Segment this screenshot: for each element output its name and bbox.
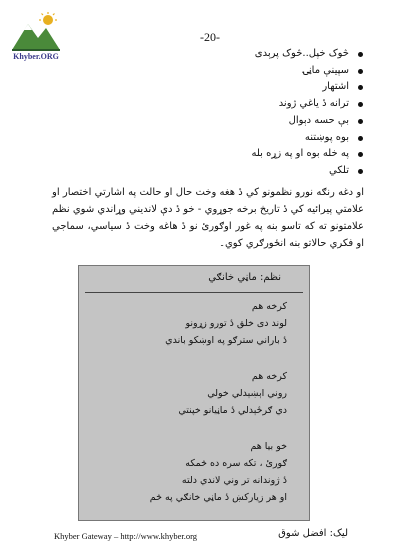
divider: [85, 292, 303, 293]
list-item: تلکي: [135, 163, 365, 180]
stanza-head: کرخه هم: [251, 371, 287, 382]
list-item: بې حسه دېوال: [135, 113, 365, 130]
poem-stanza: [165, 298, 287, 349]
body-paragraph: او دغه رنګه نورو نظمونو کي دٔ هغه وخت حال او حالت په اشارتي اختصار او علامتي پيرائيه کي دٔ تاريخ برخه جوړوي - خو دٔ دې لانديني وړاندي شوي نظم علامتونو ته که تاسو بنه په غور اوګورئ نو دٔ هاغه وخت دٔ سياسي، سماجي او فکري حالاتو بنه انځورګري کوي۔: [52, 187, 364, 249]
poem-line: لوند دی خلق دٔ تورو زړونو: [185, 318, 287, 329]
list-item: ترانه دٔ ياغي ژوند: [135, 96, 365, 113]
poem-line: ګورئ ، تکه سره ده څمکه: [185, 458, 287, 469]
list-item: سپينې ماڼۍ: [135, 63, 365, 80]
list-item: بوه پوښتنه: [135, 130, 365, 147]
list-item: څوک خپل..څوک پرېدی: [135, 46, 365, 63]
footer-link[interactable]: Khyber Gateway – http://www.khyber.org: [54, 531, 198, 541]
poem-title: نظم: ماڼي خانګي: [208, 272, 281, 283]
poem-box: [78, 265, 310, 521]
bullet-list: [135, 46, 365, 180]
stanza-head: خو بيا هم: [250, 441, 287, 452]
page-number: -20-: [200, 30, 220, 44]
footer-author: ليک: افضل شوق: [278, 528, 348, 539]
poem-line: دٔ ژوندانه تر وني لاندي دلته: [181, 475, 287, 486]
poem-line: دٔ باراني سترګو په اوښکو باندي: [165, 335, 287, 346]
poem-stanza: [150, 438, 287, 506]
list-item: په خله بوه او په زړه بله: [135, 146, 365, 163]
poem-line: روني اېښېدلي خولي: [207, 388, 287, 399]
list-item: اشتهار: [135, 79, 365, 96]
logo-text: Khyber.ORG: [13, 52, 59, 61]
poem-line: دي ګرځېدلي دٔ ماڼيانو خپنتي: [178, 405, 287, 416]
poem-line: او هر زيارکښ دٔ ماڼي خانګي په څم: [149, 492, 287, 503]
stanza-head: کرخه هم: [251, 301, 287, 312]
poem-stanza: [178, 368, 287, 419]
